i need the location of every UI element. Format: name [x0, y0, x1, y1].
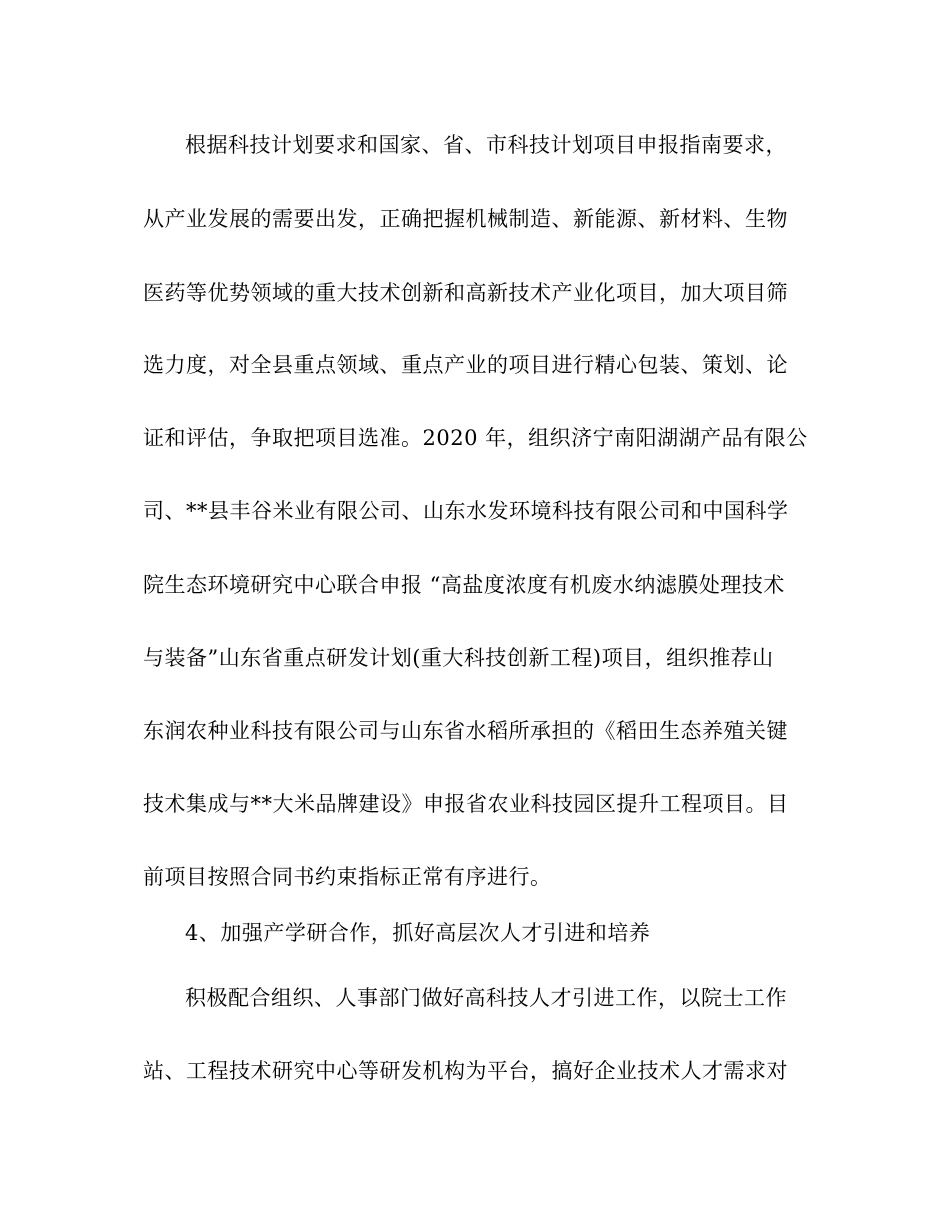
paragraph-line: 与装备”山东省重点研发计划(重大科技创新工程)项目，组织推荐山: [143, 646, 774, 670]
paragraph-line: 司、**县丰谷米业有限公司、山东水发环境科技有限公司和中国科学: [143, 499, 789, 523]
paragraph-line: 前项目按照合同书约束指标正常有序进行。: [143, 865, 552, 889]
paragraph-line: 院生态环境研究中心联合申报 “高盐度浓度有机废水纳滤膜处理技术: [143, 573, 785, 597]
paragraph-line: 证和评估，争取把项目选准。2020 年，组织济宁南阳湖湖产品有限公: [143, 426, 808, 450]
paragraph-line: 技术集成与**大米品牌建设》申报省农业科技园区提升工程项目。目: [143, 792, 789, 816]
paragraph-line: 根据科技计划要求和国家、省、市科技计划项目申报指南要求，: [185, 133, 787, 157]
paragraph-line: 选力度，对全县重点领域、重点产业的项目进行精心包装、策划、论: [143, 353, 788, 377]
paragraph-line: 东润农种业科技有限公司与山东省水稻所承担的《稻田生态养殖关键: [143, 719, 788, 743]
paragraph-line: 积极配合组织、人事部门做好高科技人才引进工作，以院士工作: [185, 986, 787, 1010]
paragraph-line: 站、工程技术研究中心等研发机构为平台，搞好企业技术人才需求对: [143, 1059, 788, 1083]
paragraph-line: 医药等优势领域的重大技术创新和高新技术产业化项目，加大项目筛: [143, 281, 788, 305]
section-heading: 4、加强产学研合作，抓好高层次人才引进和培养: [185, 921, 651, 945]
paragraph-line: 从产业发展的需要出发，正确把握机械制造、新能源、新材料、生物: [143, 207, 788, 231]
